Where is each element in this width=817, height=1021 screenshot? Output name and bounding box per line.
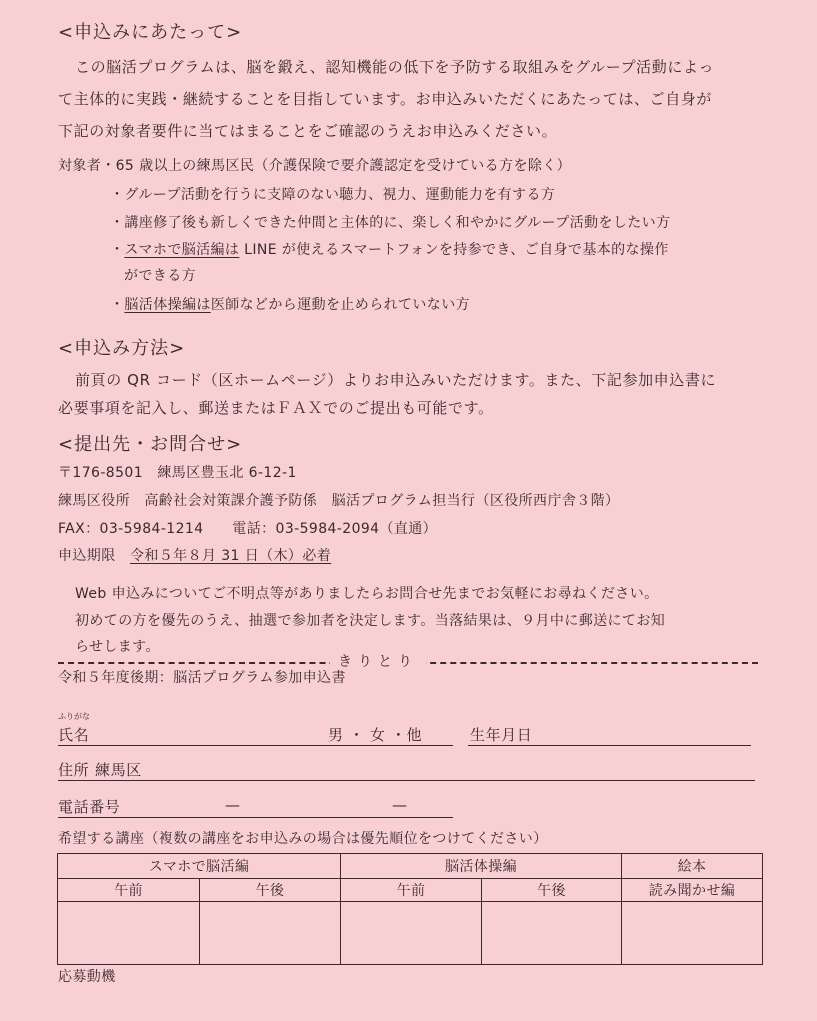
gender-options[interactable]: 男 ・ 女 ・他 — [328, 726, 423, 744]
course-instruction: 希望する講座（複数の講座をお申込みの場合は優先順位をつけてください） — [58, 831, 548, 847]
picturebook-priority[interactable] — [622, 902, 763, 965]
apply-notes-heading: <申込みにあたって> — [58, 22, 243, 43]
deadline-value: 令和５年８月 31 日（木）必着 — [130, 548, 332, 564]
apply-method-line-2: 必要事項を記入し、郵送またはＦＡＸでのご提出も可能です。 — [58, 399, 494, 417]
motivation-label: 応募動機 — [58, 969, 116, 985]
apply-method-line-1: 前頁の QR コード（区ホームページ）よりお申込みいただけます。また、下記参加申込書に — [75, 371, 717, 389]
smartphone-prefix: ・ — [110, 242, 125, 258]
note-line-2: 初めての方を優先のうえ、抽選で参加者を決定します。当落結果は、９月中に郵送にてお知 — [75, 613, 666, 629]
address-label: 住所 — [58, 761, 90, 779]
apply-notes-line-3: 下記の対象者要件に当てはまることをご確認のうえお申込みください。 — [58, 122, 558, 140]
exercise-am-header: 午前 — [341, 879, 482, 902]
exercise-course-underlined: 脳活体操編は — [124, 297, 211, 313]
apply-notes-line-2: て主体的に実践・継続することを目指しています。お申込みいただくにあたっては、ご自身が — [58, 90, 713, 108]
cut-line-label: きりとり — [330, 651, 426, 671]
eligibility-item-2: ・講座修了後も新しくできた仲間と主体的に、楽しく和やかにグループ活動をしたい方 — [110, 215, 671, 231]
furigana-label: ふりがな — [58, 712, 90, 721]
address-prefill: 練馬区 — [95, 761, 142, 779]
exercise-prefix: ・ — [110, 297, 125, 313]
smartphone-requirement: LINE が使えるスマートフォンを持参でき、ご自身で基本的な操作 — [239, 242, 669, 258]
phone-label: 電話番号 — [58, 798, 121, 816]
course-smartphone-header: スマホで脳活編 — [58, 854, 341, 879]
deadline — [58, 545, 331, 565]
smartphone-pm-header: 午後 — [200, 879, 341, 902]
phone-field[interactable] — [58, 817, 453, 818]
name-field[interactable] — [58, 745, 453, 746]
course-selection-table — [57, 853, 763, 965]
birthdate-label: 生年月日 — [470, 726, 533, 744]
apply-notes-line-1: この脳活プログラムは、脳を鍛え、認知機能の低下を予防する取組みをグループ活動によっ — [75, 58, 715, 76]
name-label: 氏名 — [58, 726, 90, 744]
apply-method-heading: <申込み方法> — [58, 338, 186, 359]
smartphone-course-underlined: スマホで脳活編は — [124, 242, 240, 258]
birthdate-field[interactable] — [468, 745, 751, 746]
contact-fax-tel: FAX：03-5984-1214 電話：03-5984-2094（直通） — [58, 521, 438, 537]
contact-postal: 〒176-8501 練馬区豊玉北 6-12-1 — [58, 465, 297, 481]
eligibility-prefix: 対象者・ — [58, 158, 116, 174]
eligibility-first — [58, 155, 571, 175]
eligibility-item-exercise — [110, 294, 470, 314]
course-picturebook-header-1: 絵本 — [622, 854, 763, 879]
eligibility-item-smartphone — [110, 239, 669, 259]
course-exercise-header: 脳活体操編 — [341, 854, 622, 879]
phone-separator-1: — — [225, 796, 241, 814]
contact-heading: <提出先・お問合せ> — [58, 434, 243, 455]
smartphone-pm-priority[interactable] — [200, 902, 341, 965]
note-line-1: Web 申込みについてご不明点等がありましたらお問合せ先までお気軽にお尋ねください。 — [75, 586, 659, 602]
eligibility-item-1: ・グループ活動を行うに支障のない聴力、視力、運動能力を有する方 — [110, 187, 556, 203]
eligibility-age: 65 歳以上の練馬区民（介護保険で要介護認定を受けている方を除く） — [115, 158, 572, 174]
exercise-pm-priority[interactable] — [482, 902, 622, 965]
course-picturebook-header-2: 読み聞かせ編 — [622, 879, 763, 902]
form-title: 令和５年度後期：脳活プログラム参加申込書 — [58, 670, 346, 686]
exercise-pm-header: 午後 — [482, 879, 622, 902]
smartphone-am-header: 午前 — [58, 879, 200, 902]
smartphone-am-priority[interactable] — [58, 902, 200, 965]
note-line-3: らせします。 — [75, 639, 160, 655]
eligibility-item-smartphone-cont: ができる方 — [124, 268, 196, 284]
address-field[interactable] — [58, 780, 755, 781]
phone-separator-2: — — [392, 796, 408, 814]
exercise-requirement: 医師などから運動を止められていない方 — [210, 297, 471, 313]
contact-office: 練馬区役所 高齢社会対策課介護予防係 脳活プログラム担当行（区役所西庁舎３階） — [58, 493, 620, 509]
deadline-label: 申込期限 — [58, 548, 130, 564]
exercise-am-priority[interactable] — [341, 902, 482, 965]
